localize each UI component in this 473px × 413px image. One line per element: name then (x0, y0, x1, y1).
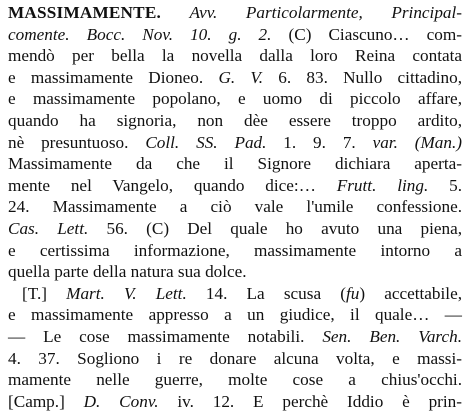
citation-text: comente. Bocc. Nov. 10. g. 2. (8, 24, 289, 44)
text-line (8, 67, 462, 89)
body-text: 4. 37. Sogliono i re donare alcuna volta, e massi- (8, 348, 462, 368)
text-line (8, 24, 462, 46)
text-line (8, 304, 462, 326)
body-text (161, 3, 190, 22)
text-line (8, 132, 462, 154)
body-text: quando ha signoria, non dèe essere troppo ardito, (8, 111, 462, 130)
citation-text: var. (Man.) (372, 132, 462, 152)
text-line (8, 261, 462, 283)
body-text: mamente nelle guerre, molte cose a chius'occhi. (8, 370, 462, 390)
citation-text: D. Conv. (83, 391, 159, 411)
text-line (8, 45, 462, 67)
body-text: 1. 9. 7. (266, 132, 373, 152)
body-text: e certissima informazione, massimamente intorno a (8, 240, 462, 260)
text-line (8, 153, 462, 175)
text-line (8, 240, 462, 262)
body-text: mendò per bella la novella dalla loro Reina contata (8, 46, 462, 66)
body-text: 6. 83. Nullo cittadino, (263, 67, 462, 87)
text-line (22, 283, 462, 305)
body-text: — Le cose massimamente notabili. (8, 327, 323, 346)
body-text: nè presuntuoso. (8, 132, 146, 152)
body-text: 24. Massimamente a ciò vale l'umile confessione. (8, 197, 462, 217)
body-text: ) accettabile, (359, 283, 462, 303)
text-line (8, 2, 462, 24)
text-line (8, 88, 462, 110)
citation-text: fu (345, 283, 360, 303)
body-text: 14. La scusa ( (186, 283, 346, 303)
citation-text: Cas. Lett. (8, 219, 89, 238)
body-text: [T.] (22, 283, 67, 303)
body-text: quella parte della natura sua dolce. (8, 262, 247, 282)
text-line (8, 110, 462, 132)
body-text: e massimamente appresso a un giudice, il quale… — (8, 305, 462, 325)
body-text: Massimamente da che il Signore dichiara aperta- (8, 154, 462, 174)
text-line (8, 348, 462, 370)
citation-text: Mart. V. Lett. (66, 283, 187, 303)
body-text: e massimamente popolano, e uomo di piccolo affare, (8, 89, 462, 109)
citation-text: Sen. Ben. Varch. (322, 327, 462, 346)
body-text: 56. (C) Del quale ho avuto una piena, (88, 219, 463, 238)
citation-text: G. V. (218, 67, 263, 87)
citation-text: Coll. SS. Pad. (145, 132, 267, 152)
text-line (8, 391, 462, 413)
body-text: (C) Ciascuno… com- (288, 24, 462, 44)
text-line (8, 369, 462, 391)
body-text: 5. (428, 175, 462, 195)
body-text: mente nel Vangelo, quando dice:… (8, 175, 337, 195)
text-line (8, 218, 462, 240)
body-text: [Camp.] (8, 391, 84, 411)
citation-text: Frutt. ling. (336, 175, 429, 195)
citation-text: Avv. Particolarmente, Principal- (189, 3, 463, 22)
text-line (8, 175, 462, 197)
text-line (8, 196, 462, 218)
headword: MASSIMAMENTE. (8, 3, 161, 22)
body-text: iv. 12. E perchè Iddio è prin- (158, 391, 462, 411)
body-text: e massimamente Dioneo. (8, 67, 219, 87)
text-line (8, 326, 462, 348)
